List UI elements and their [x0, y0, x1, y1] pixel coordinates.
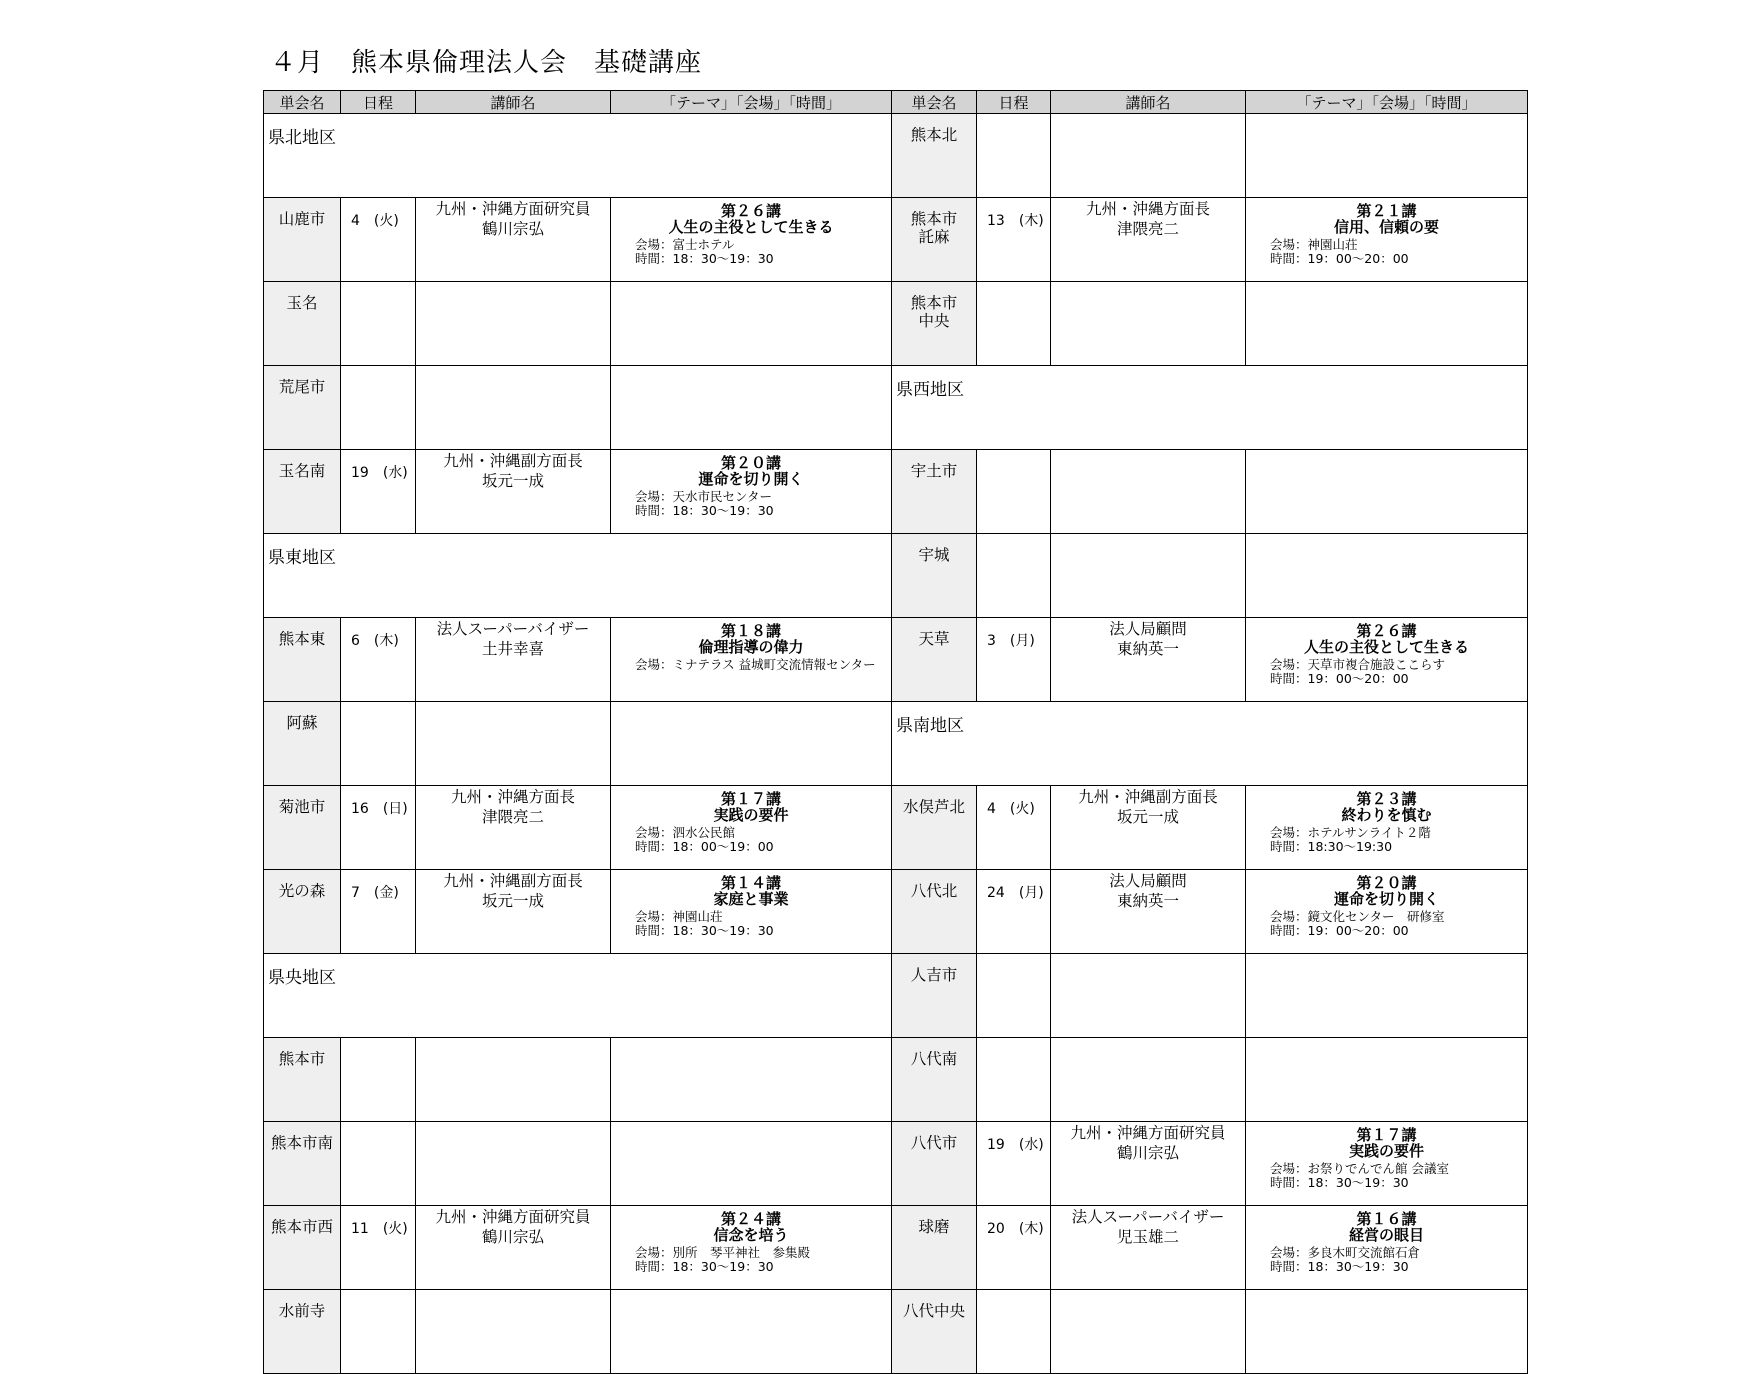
lecturer-title: 九州・沖縄副方面長 — [443, 452, 583, 470]
date-cell: 7 (金) — [341, 870, 416, 954]
table-row — [264, 366, 1528, 450]
unit-name: 熊本市 中央 — [892, 282, 977, 366]
date-cell — [977, 1038, 1051, 1122]
lecturer-cell — [416, 1122, 611, 1206]
lecturer-name: 津隈亮二 — [481, 808, 544, 826]
time: 時間：18：00〜19：00 — [635, 839, 774, 854]
header-cell: 単会名 — [892, 91, 977, 114]
region-header: 県北地区 — [264, 114, 892, 198]
theme-cell — [1246, 282, 1528, 366]
venue-time — [1246, 908, 1527, 938]
venue-time — [1246, 824, 1527, 854]
date-cell: 4 (火) — [341, 198, 416, 282]
date-cell: 24 (月) — [977, 870, 1051, 954]
lecturer-cell — [416, 198, 611, 282]
theme-cell — [611, 1122, 892, 1206]
venue: 会場：神園山荘 — [1270, 237, 1358, 252]
date-cell — [341, 366, 416, 450]
lecturer-cell — [1051, 282, 1246, 366]
date-cell — [341, 1038, 416, 1122]
date-cell — [977, 534, 1051, 618]
unit-name: 水前寺 — [264, 1290, 341, 1374]
date-cell: 13 (木) — [977, 198, 1051, 282]
unit-name: 宇城 — [892, 534, 977, 618]
unit-name: 熊本市 — [264, 1038, 341, 1122]
table-row — [264, 870, 1528, 954]
table-row — [264, 702, 1528, 786]
header-row — [264, 91, 1528, 114]
time: 時間：18：30〜19：30 — [635, 923, 774, 938]
unit-name: 熊本北 — [892, 114, 977, 198]
venue-time — [611, 908, 891, 938]
lecture-number: 第２６講 — [1356, 622, 1417, 640]
lecturer-name: 坂元一成 — [481, 472, 544, 490]
lecturer-cell — [1051, 870, 1246, 954]
date-cell — [977, 282, 1051, 366]
header-cell: 日程 — [341, 91, 416, 114]
time: 時間：18：30〜19：30 — [1270, 1175, 1409, 1190]
date-cell: 3 (月) — [977, 618, 1051, 702]
lecturer-title: 九州・沖縄方面長 — [1085, 200, 1210, 218]
time: 時間：18：30〜19：30 — [635, 1259, 774, 1274]
theme-cell — [1246, 954, 1528, 1038]
theme-cell — [611, 702, 892, 786]
lecturer-title: 九州・沖縄副方面長 — [443, 872, 583, 890]
lecturer-cell — [1051, 1038, 1246, 1122]
theme-cell — [611, 366, 892, 450]
lecturer-title: 法人スーパーバイザー — [436, 620, 590, 638]
table-row — [264, 786, 1528, 870]
date-cell — [977, 450, 1051, 534]
lecture-number: 第２０講 — [720, 454, 781, 472]
date-cell: 19 (水) — [341, 450, 416, 534]
date-cell — [341, 702, 416, 786]
lecturer-name: 土井幸喜 — [481, 640, 544, 658]
lecturer-name: 津隈亮二 — [1116, 220, 1179, 238]
unit-name: 熊本東 — [264, 618, 341, 702]
unit-name: 菊池市 — [264, 786, 341, 870]
table-row — [264, 114, 1528, 198]
theme-cell — [1246, 450, 1528, 534]
theme-cell — [611, 870, 892, 954]
venue-time — [1246, 1160, 1527, 1190]
page-title: ４月 熊本県倫理法人会 基礎講座 — [270, 48, 703, 78]
lecturer-cell — [416, 450, 611, 534]
lecture-theme: 人生の主役として生きる — [1303, 638, 1469, 656]
venue: 会場：ホテルサンライト２階 — [1270, 825, 1431, 840]
lecture-number: 第１７講 — [1356, 1126, 1417, 1144]
unit-name: 玉名 — [264, 282, 341, 366]
lecturer-cell — [1051, 1206, 1246, 1290]
date-cell — [341, 282, 416, 366]
unit-name: 水俣芦北 — [892, 786, 977, 870]
time: 時間：18：30〜19：30 — [1270, 1259, 1409, 1274]
time: 時間：19：00〜20：00 — [1270, 251, 1409, 266]
lecture-number: 第１６講 — [1356, 1210, 1417, 1228]
unit-name: 人吉市 — [892, 954, 977, 1038]
lecturer-cell — [1051, 534, 1246, 618]
lecturer-title: 法人局顧問 — [1109, 872, 1187, 890]
table-row — [264, 198, 1528, 282]
date-cell — [977, 114, 1051, 198]
header-cell: 単会名 — [264, 91, 341, 114]
unit-name: 阿蘇 — [264, 702, 341, 786]
lecturer-name: 東納英一 — [1116, 892, 1179, 910]
lecture-theme: 経営の眼目 — [1348, 1226, 1424, 1244]
time: 時間：18：30〜19：30 — [635, 503, 774, 518]
unit-name: 玉名南 — [264, 450, 341, 534]
venue: 会場：ミナテラス 益城町交流情報センター — [635, 657, 876, 672]
lecturer-title: 法人局顧問 — [1109, 620, 1187, 638]
lecturer-cell — [416, 282, 611, 366]
lecture-theme: 信念を培う — [713, 1226, 789, 1244]
lecturer-title: 九州・沖縄方面研究員 — [435, 1208, 591, 1226]
theme-cell — [611, 618, 892, 702]
unit-name: 山鹿市 — [264, 198, 341, 282]
theme-cell — [1246, 198, 1528, 282]
lecture-number: 第２３講 — [1356, 790, 1417, 808]
lecturer-cell — [1051, 954, 1246, 1038]
lecture-theme: 家庭と事業 — [713, 890, 789, 908]
lecturer-cell — [1051, 450, 1246, 534]
lecturer-cell — [416, 786, 611, 870]
header-cell: 「テーマ」「会場」「時間」 — [611, 91, 892, 114]
lecturer-cell — [416, 870, 611, 954]
venue-time — [611, 656, 891, 672]
lecture-number: 第２４講 — [720, 1210, 781, 1228]
date-cell: 11 (火) — [341, 1206, 416, 1290]
lecturer-title: 九州・沖縄副方面長 — [1078, 788, 1218, 806]
venue-time — [611, 1244, 891, 1274]
lecture-theme: 実践の要件 — [1348, 1142, 1424, 1160]
lecturer-name: 坂元一成 — [1116, 808, 1179, 826]
lecturer-cell — [1051, 1290, 1246, 1374]
lecturer-cell — [416, 1206, 611, 1290]
venue: 会場：別所 琴平神社 参集殿 — [635, 1245, 811, 1260]
theme-cell — [1246, 870, 1528, 954]
lecturer-cell — [1051, 786, 1246, 870]
lecture-number: 第１４講 — [720, 874, 781, 892]
unit-name: 八代南 — [892, 1038, 977, 1122]
lecturer-cell — [1051, 618, 1246, 702]
region-header: 県西地区 — [892, 366, 1528, 450]
time: 時間：19：00〜20：00 — [1270, 923, 1409, 938]
time: 時間：18：30〜19：30 — [635, 251, 774, 266]
lecture-number: 第２１講 — [1356, 202, 1417, 220]
unit-name: 宇土市 — [892, 450, 977, 534]
unit-name: 八代中央 — [892, 1290, 977, 1374]
table-row — [264, 1206, 1528, 1290]
lecture-theme: 運命を切り開く — [1333, 890, 1439, 908]
region-header: 県東地区 — [264, 534, 892, 618]
venue: 会場：富士ホテル — [635, 237, 735, 252]
lecturer-name: 鶴川宗弘 — [1116, 1144, 1179, 1162]
theme-cell — [611, 450, 892, 534]
header-cell: 講師名 — [1051, 91, 1246, 114]
lecture-theme: 人生の主役として生きる — [668, 218, 834, 236]
unit-name: 熊本市南 — [264, 1122, 341, 1206]
lecturer-cell — [1051, 1122, 1246, 1206]
lecturer-title: 九州・沖縄方面長 — [450, 788, 575, 806]
date-cell — [341, 1290, 416, 1374]
venue: 会場：鏡文化センター 研修室 — [1270, 909, 1445, 924]
header-cell: 「テーマ」「会場」「時間」 — [1246, 91, 1528, 114]
time: 時間：18:30〜19:30 — [1270, 839, 1393, 854]
theme-cell — [611, 1290, 892, 1374]
lecturer-name: 児玉雄二 — [1116, 1228, 1179, 1246]
schedule-table — [263, 90, 1528, 1374]
date-cell: 4 (火) — [977, 786, 1051, 870]
lecturer-name: 坂元一成 — [481, 892, 544, 910]
venue-time — [1246, 236, 1527, 266]
venue: 会場：神園山荘 — [635, 909, 723, 924]
lecturer-cell — [416, 366, 611, 450]
lecturer-cell — [416, 1290, 611, 1374]
table-row — [264, 1122, 1528, 1206]
table-row — [264, 450, 1528, 534]
theme-cell — [1246, 1038, 1528, 1122]
lecturer-cell — [416, 1038, 611, 1122]
theme-cell — [611, 1206, 892, 1290]
header-cell: 講師名 — [416, 91, 611, 114]
lecturer-name: 東納英一 — [1116, 640, 1179, 658]
lecture-number: 第１７講 — [720, 790, 781, 808]
lecture-number: 第１８講 — [720, 622, 781, 640]
venue: 会場：お祭りでんでん館 会議室 — [1270, 1161, 1449, 1176]
venue: 会場：天草市複合施設ここらす — [1270, 657, 1446, 672]
theme-cell — [611, 282, 892, 366]
unit-name: 八代市 — [892, 1122, 977, 1206]
venue: 会場：天水市民センター — [635, 489, 773, 504]
unit-name: 光の森 — [264, 870, 341, 954]
unit-name: 天草 — [892, 618, 977, 702]
unit-name: 熊本市 託麻 — [892, 198, 977, 282]
lecturer-cell — [416, 618, 611, 702]
theme-cell — [611, 1038, 892, 1122]
header-cell: 日程 — [977, 91, 1051, 114]
time: 時間：19：00〜20：00 — [1270, 671, 1409, 686]
date-cell — [977, 954, 1051, 1038]
date-cell — [341, 1122, 416, 1206]
table-row — [264, 954, 1528, 1038]
lecture-number: 第２０講 — [1356, 874, 1417, 892]
venue: 会場：泗水公民館 — [635, 825, 736, 840]
date-cell: 20 (木) — [977, 1206, 1051, 1290]
table-row — [264, 1038, 1528, 1122]
date-cell: 19 (水) — [977, 1122, 1051, 1206]
venue-time — [611, 488, 891, 518]
venue-time — [1246, 1244, 1527, 1274]
lecturer-cell — [416, 702, 611, 786]
lecture-theme: 実践の要件 — [713, 806, 789, 824]
unit-name: 八代北 — [892, 870, 977, 954]
theme-cell — [1246, 618, 1528, 702]
lecturer-name: 鶴川宗弘 — [481, 220, 544, 238]
table-row — [264, 1290, 1528, 1374]
theme-cell — [1246, 786, 1528, 870]
venue: 会場：多良木町交流館石倉 — [1270, 1245, 1421, 1260]
theme-cell — [1246, 1206, 1528, 1290]
lecture-theme: 倫理指導の偉力 — [698, 638, 804, 656]
venue-time — [611, 236, 891, 266]
table-row — [264, 534, 1528, 618]
region-header: 県央地区 — [264, 954, 892, 1038]
lecturer-name: 鶴川宗弘 — [481, 1228, 544, 1246]
theme-cell — [1246, 534, 1528, 618]
theme-cell — [1246, 114, 1528, 198]
date-cell: 6 (木) — [341, 618, 416, 702]
venue-time — [1246, 656, 1527, 686]
lecturer-title: 九州・沖縄方面研究員 — [435, 200, 591, 218]
lecturer-title: 法人スーパーバイザー — [1071, 1208, 1225, 1226]
theme-cell — [611, 198, 892, 282]
lecturer-title: 九州・沖縄方面研究員 — [1070, 1124, 1226, 1142]
lecturer-cell — [1051, 198, 1246, 282]
unit-name: 球磨 — [892, 1206, 977, 1290]
date-cell — [977, 1290, 1051, 1374]
venue-time — [611, 824, 891, 854]
lecturer-cell — [1051, 114, 1246, 198]
table-row — [264, 618, 1528, 702]
date-cell: 16 (日) — [341, 786, 416, 870]
table-row — [264, 282, 1528, 366]
theme-cell — [1246, 1290, 1528, 1374]
region-header: 県南地区 — [892, 702, 1528, 786]
lecture-theme: 運命を切り開く — [698, 470, 804, 488]
lecture-number: 第２６講 — [720, 202, 781, 220]
theme-cell — [611, 786, 892, 870]
unit-name: 熊本市西 — [264, 1206, 341, 1290]
lecture-theme: 終わりを慎む — [1341, 806, 1432, 824]
theme-cell — [1246, 1122, 1528, 1206]
unit-name: 荒尾市 — [264, 366, 341, 450]
lecture-theme: 信用、信頼の要 — [1333, 218, 1439, 236]
